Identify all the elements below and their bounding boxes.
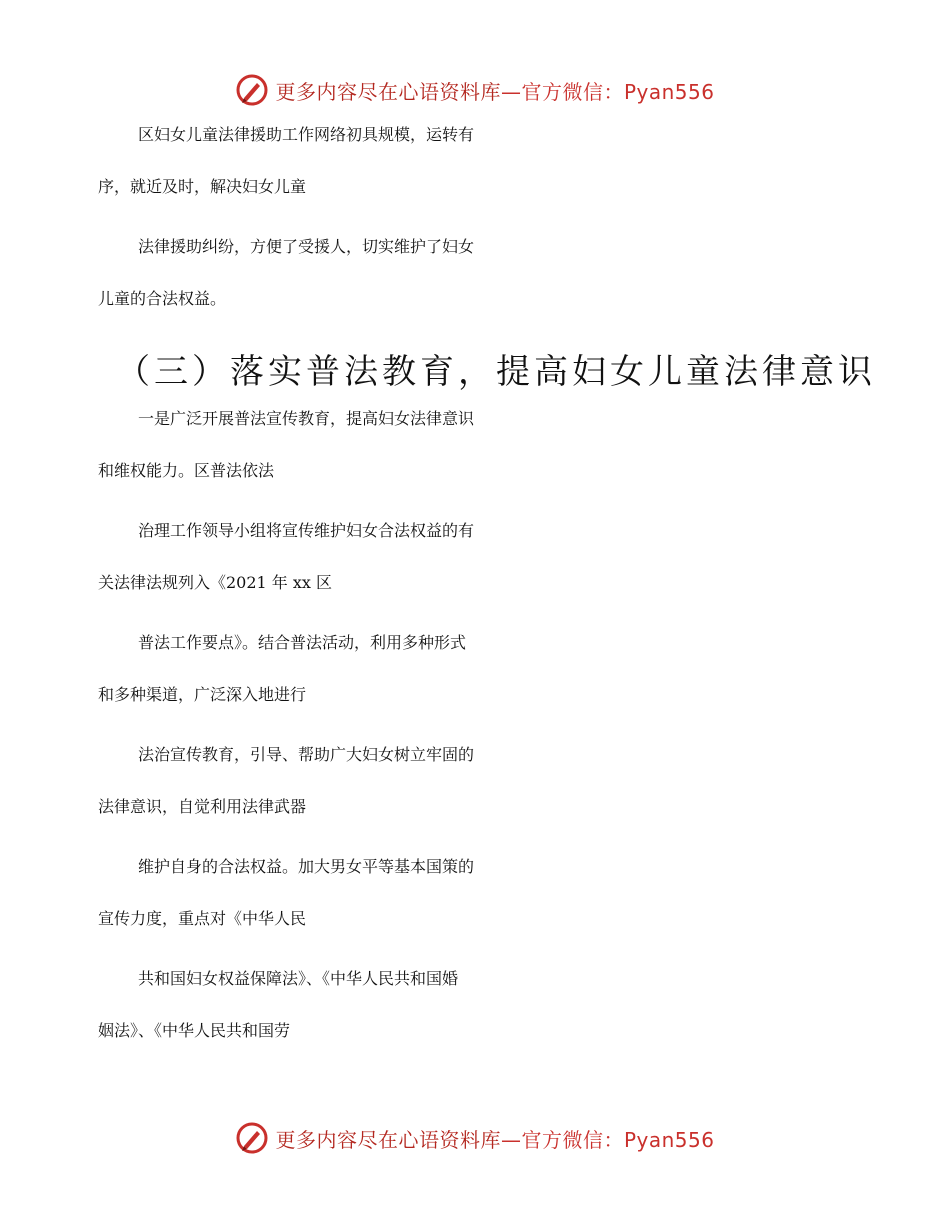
text-line: 普法工作要点》。结合普法活动，利用多种形式 bbox=[138, 633, 467, 652]
text-line: 宣传力度，重点对《中华人民 bbox=[98, 909, 307, 928]
text-line: 区妇女儿童法律援助工作网络初具规模，运转有 bbox=[138, 125, 475, 144]
paragraph bbox=[98, 630, 858, 734]
pen-logo-icon bbox=[235, 73, 269, 107]
text-line: 儿童的合法权益。 bbox=[98, 289, 227, 308]
paragraph bbox=[98, 742, 858, 846]
paragraph bbox=[98, 854, 858, 958]
text-line: 和维权能力。区普法依法 bbox=[98, 461, 275, 480]
paragraph bbox=[98, 122, 858, 226]
watermark-contact: 官方微信：Pyan556 bbox=[521, 79, 715, 104]
watermark-text bbox=[275, 76, 714, 105]
pen-logo-icon bbox=[235, 1121, 269, 1155]
paragraph bbox=[98, 234, 858, 338]
text-line: 关法律法规列入《2021 年 xx 区 bbox=[98, 573, 333, 592]
watermark-brand: 更多内容尽在心语资料库 bbox=[275, 1127, 501, 1152]
section-heading: （三）落实普法教育，提高妇女儿童法律意识 bbox=[116, 352, 876, 392]
watermark-separator: — bbox=[500, 79, 522, 104]
paragraph bbox=[98, 406, 858, 510]
header-watermark bbox=[0, 70, 950, 110]
watermark-text bbox=[275, 1124, 714, 1153]
text-line: 一是广泛开展普法宣传教育，提高妇女法律意识 bbox=[138, 409, 475, 428]
text-line: 法治宣传教育，引导、帮助广大妇女树立牢固的 bbox=[138, 745, 475, 764]
text-line: 和多种渠道，广泛深入地进行 bbox=[98, 685, 307, 704]
paragraph bbox=[98, 518, 858, 622]
watermark-brand: 更多内容尽在心语资料库 bbox=[275, 79, 501, 104]
text-line: 序，就近及时，解决妇女儿童 bbox=[98, 177, 307, 196]
text-line: 法律援助纠纷，方便了受援人，切实维护了妇女 bbox=[138, 237, 475, 256]
text-line: 法律意识，自觉利用法律武器 bbox=[98, 797, 307, 816]
watermark-contact: 官方微信：Pyan556 bbox=[521, 1127, 715, 1152]
paragraph bbox=[98, 966, 858, 1070]
footer-watermark bbox=[0, 1118, 950, 1158]
document-body bbox=[98, 122, 876, 1078]
text-line: 维护自身的合法权益。加大男女平等基本国策的 bbox=[138, 857, 475, 876]
text-line: 治理工作领导小组将宣传维护妇女合法权益的有 bbox=[138, 521, 475, 540]
text-line: 姻法》、《中华人民共和国劳 bbox=[98, 1021, 291, 1040]
watermark-separator: — bbox=[500, 1127, 522, 1152]
text-line: 共和国妇女权益保障法》、《中华人民共和国婚 bbox=[138, 969, 459, 988]
